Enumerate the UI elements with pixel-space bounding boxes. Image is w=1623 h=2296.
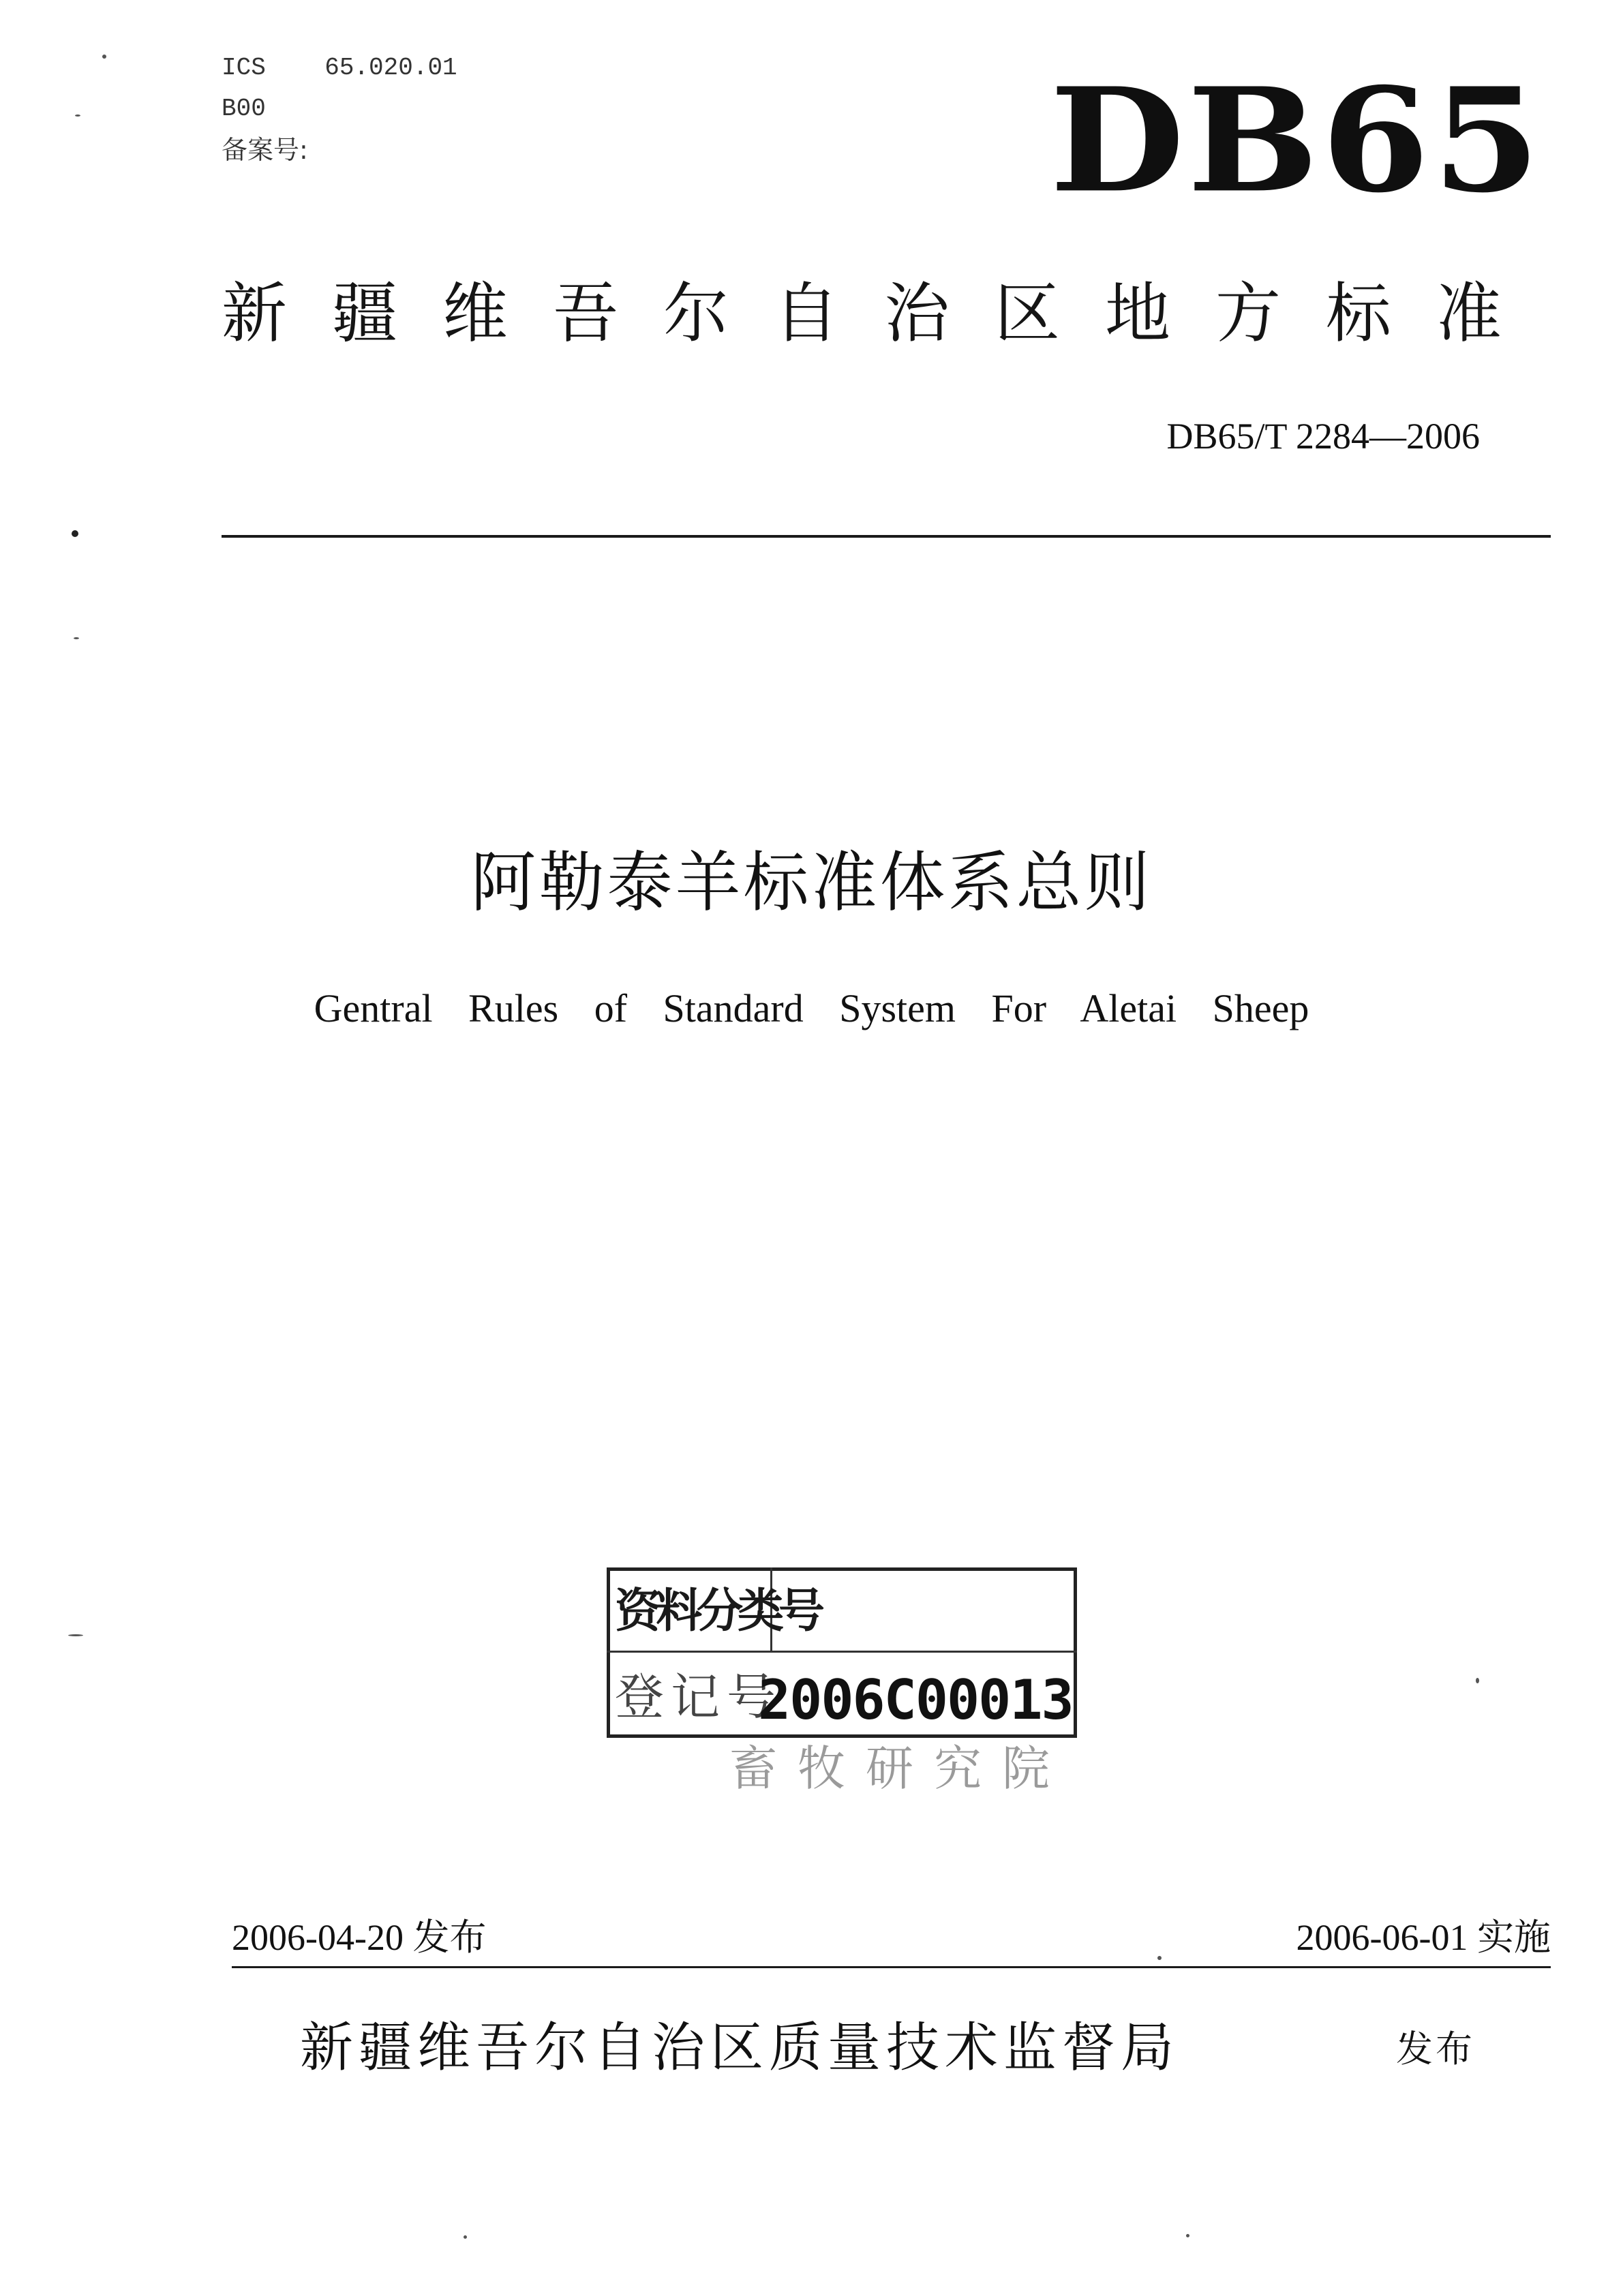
filing-number-label: 备案号:: [222, 135, 308, 165]
scan-speck: [464, 2235, 467, 2239]
document-title-chinese: 阿勒泰羊标准体系总则: [470, 844, 1153, 921]
implementation-date-value: 2006-06-01: [1296, 1917, 1468, 1958]
ccs-code: B00: [222, 95, 266, 123]
footer-divider: [232, 1966, 1551, 1968]
db-logo: DB65: [1050, 56, 1543, 225]
standard-type-label: 新疆维吾尔自治区地方标准: [222, 275, 1547, 352]
stamp-row-divider: [607, 1651, 1077, 1653]
archive-stamp: [607, 1567, 1077, 1799]
document-title-english: Gentral Rules of Standard System For Aletai Sheep: [314, 986, 1309, 1030]
scan-speck: [72, 530, 78, 537]
issue-date: [232, 1914, 486, 1961]
ics-code: ICS 65.020.01: [222, 54, 457, 82]
scan-speck: [68, 1634, 83, 1636]
issue-date-value: 2006-04-20: [232, 1917, 404, 1958]
implementation-date: [1296, 1914, 1551, 1961]
stamp-organization: 畜牧研究院: [729, 1741, 1070, 1796]
issue-date-suffix: 发布: [412, 1916, 487, 1959]
scan-speck: [75, 114, 80, 117]
header-divider: [222, 535, 1551, 538]
scan-speck: [1476, 1678, 1479, 1683]
issuing-authority-suffix: 发布: [1396, 2027, 1475, 2070]
scan-speck: [102, 55, 106, 59]
scan-speck: [1186, 2234, 1189, 2237]
standard-number: DB65/T 2284—2006: [1166, 416, 1480, 457]
issuing-authority: 新疆维吾尔自治区质量技术监督局: [300, 2017, 1180, 2079]
implementation-date-suffix: 实施: [1477, 1916, 1551, 1959]
scan-speck: [74, 637, 79, 639]
scan-speck: [1157, 1956, 1162, 1960]
stamp-classification-label: 资料分类号: [615, 1585, 820, 1638]
stamp-registration-label: 登记号: [615, 1668, 783, 1726]
stamp-registration-value: 2006C00013: [758, 1668, 1073, 1732]
